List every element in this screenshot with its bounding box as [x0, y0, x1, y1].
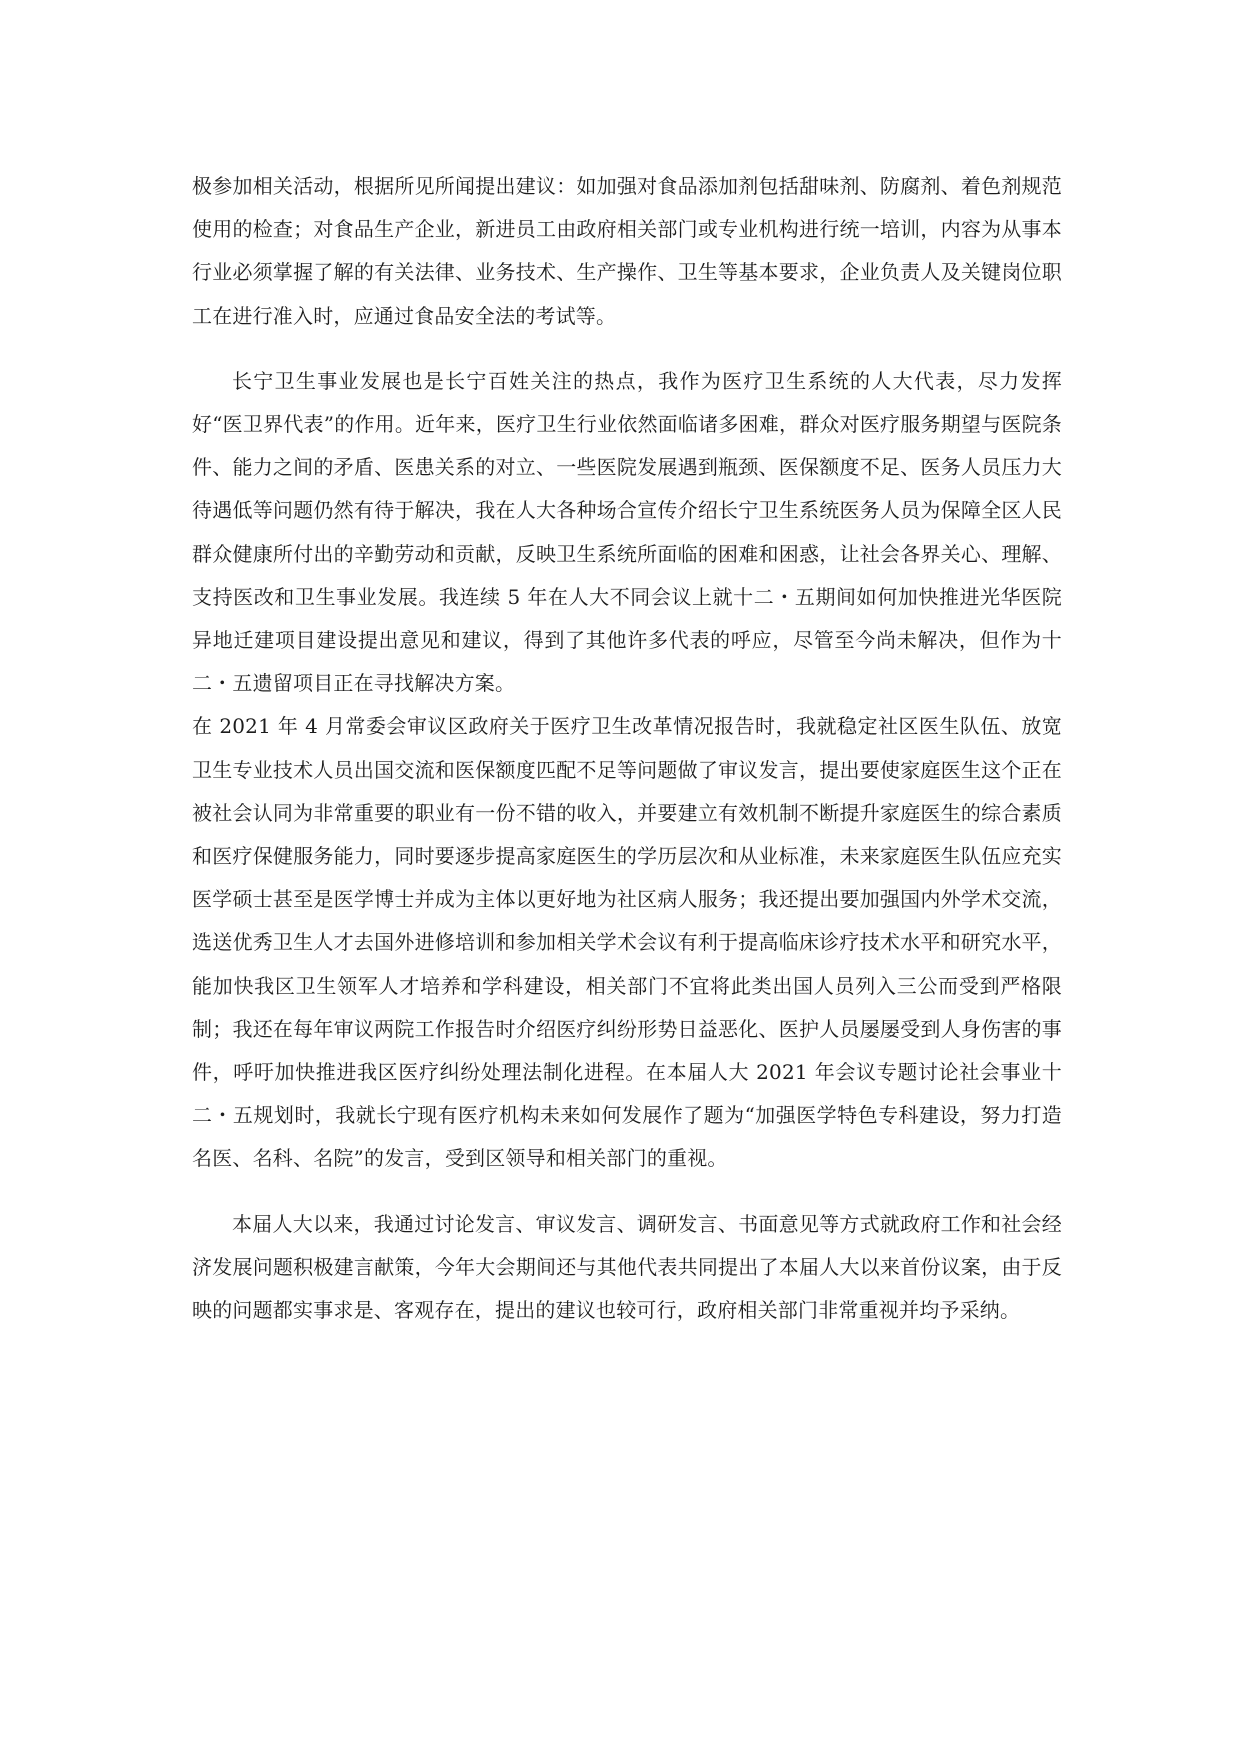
paragraph-food-safety: 极参加相关活动，根据所见所闻提出建议：如加强对食品添加剂包括甜味剂、防腐剂、着色剂规范使用的检查；对食品生产企业，新进员工由政府相关部门或专业机构进行统一培训，内容为从事本行业必须掌握了解的有关法律、业务技术、生产操作、卫生等基本要求，企业负责人及关键岗位职工在进行准入时，应通过食品安全法的考试等。: [192, 174, 1062, 328]
paragraph-standing-committee-review: 在 2021 年 4 月常委会审议区政府关于医疗卫生改革情况报告时，我就稳定社区医生队伍、放宽卫生专业技术人员出国交流和医保额度匹配不足等问题做了审议发言，提出要使家庭医生这个正在被社会认同为非常重要的职业有一份不错的收入，并要建立有效机制不断提升家庭医生的综合素质和医疗保健服务能力，同时要逐步提高家庭医生的学历层次和从业标准，未来家庭医生队伍应充实医学硕士甚至是医学博士并成为主体以更好地为社区病人服务；我还提出要加强国内外学术交流，选送优秀卫生人才去国外进修培训和参加相关学术会议有利于提高临床诊疗技术水平和研究水平，能加快我区卫生领军人才培养和学科建设，相关部门不宜将此类出国人员列入三公而受到严格限制；我还在每年审议两院工作报告时介绍医疗纠纷形势日益恶化、医护人员屡屡受到人身伤害的事件，呼吁加快推进我区医疗纠纷处理法制化进程。在本届人大 2021 年会议专题讨论社会事业十二・五规划时，我就长宁现有医疗机构未来如何发展作了题为“加强医学特色专科建设，努力打造名医、名科、名院”的发言，受到区领导和相关部门的重视。: [192, 714, 1062, 1171]
paragraph-health-development: 长宁卫生事业发展也是长宁百姓关注的热点，我作为医疗卫生系统的人大代表，尽力发挥好“医卫界代表”的作用。近年来，医疗卫生行业依然面临诸多困难，群众对医疗服务期望与医院条件、能力之间的矛盾、医患关系的对立、一些医院发展遇到瓶颈、医保额度不足、医务人员压力大待遇低等问题仍然有待于解决，我在人大各种场合宣传介绍长宁卫生系统医务人员为保障全区人民群众健康所付出的辛勤劳动和贡献，反映卫生系统所面临的困难和困惑，让社会各界关心、理解、支持医改和卫生事业发展。我连续 5 年在人大不同会议上就十二・五期间如何加快推进光华医院异地迁建项目建设提出意见和建议，得到了其他许多代表的呼应，尽管至今尚未解决，但作为十二・五遗留项目正在寻找解决方案。: [192, 368, 1062, 696]
document-body: [192, 165, 1062, 1332]
paragraph-suggestions-summary: 本届人大以来，我通过讨论发言、审议发言、调研发言、书面意见等方式就政府工作和社会经济发展问题积极建言献策，今年大会期间还与其他代表共同提出了本届人大以来首份议案，由于反映的问题都实事求是、客观存在，提出的建议也较可行，政府相关部门非常重视并均予采纳。: [192, 1211, 1062, 1323]
